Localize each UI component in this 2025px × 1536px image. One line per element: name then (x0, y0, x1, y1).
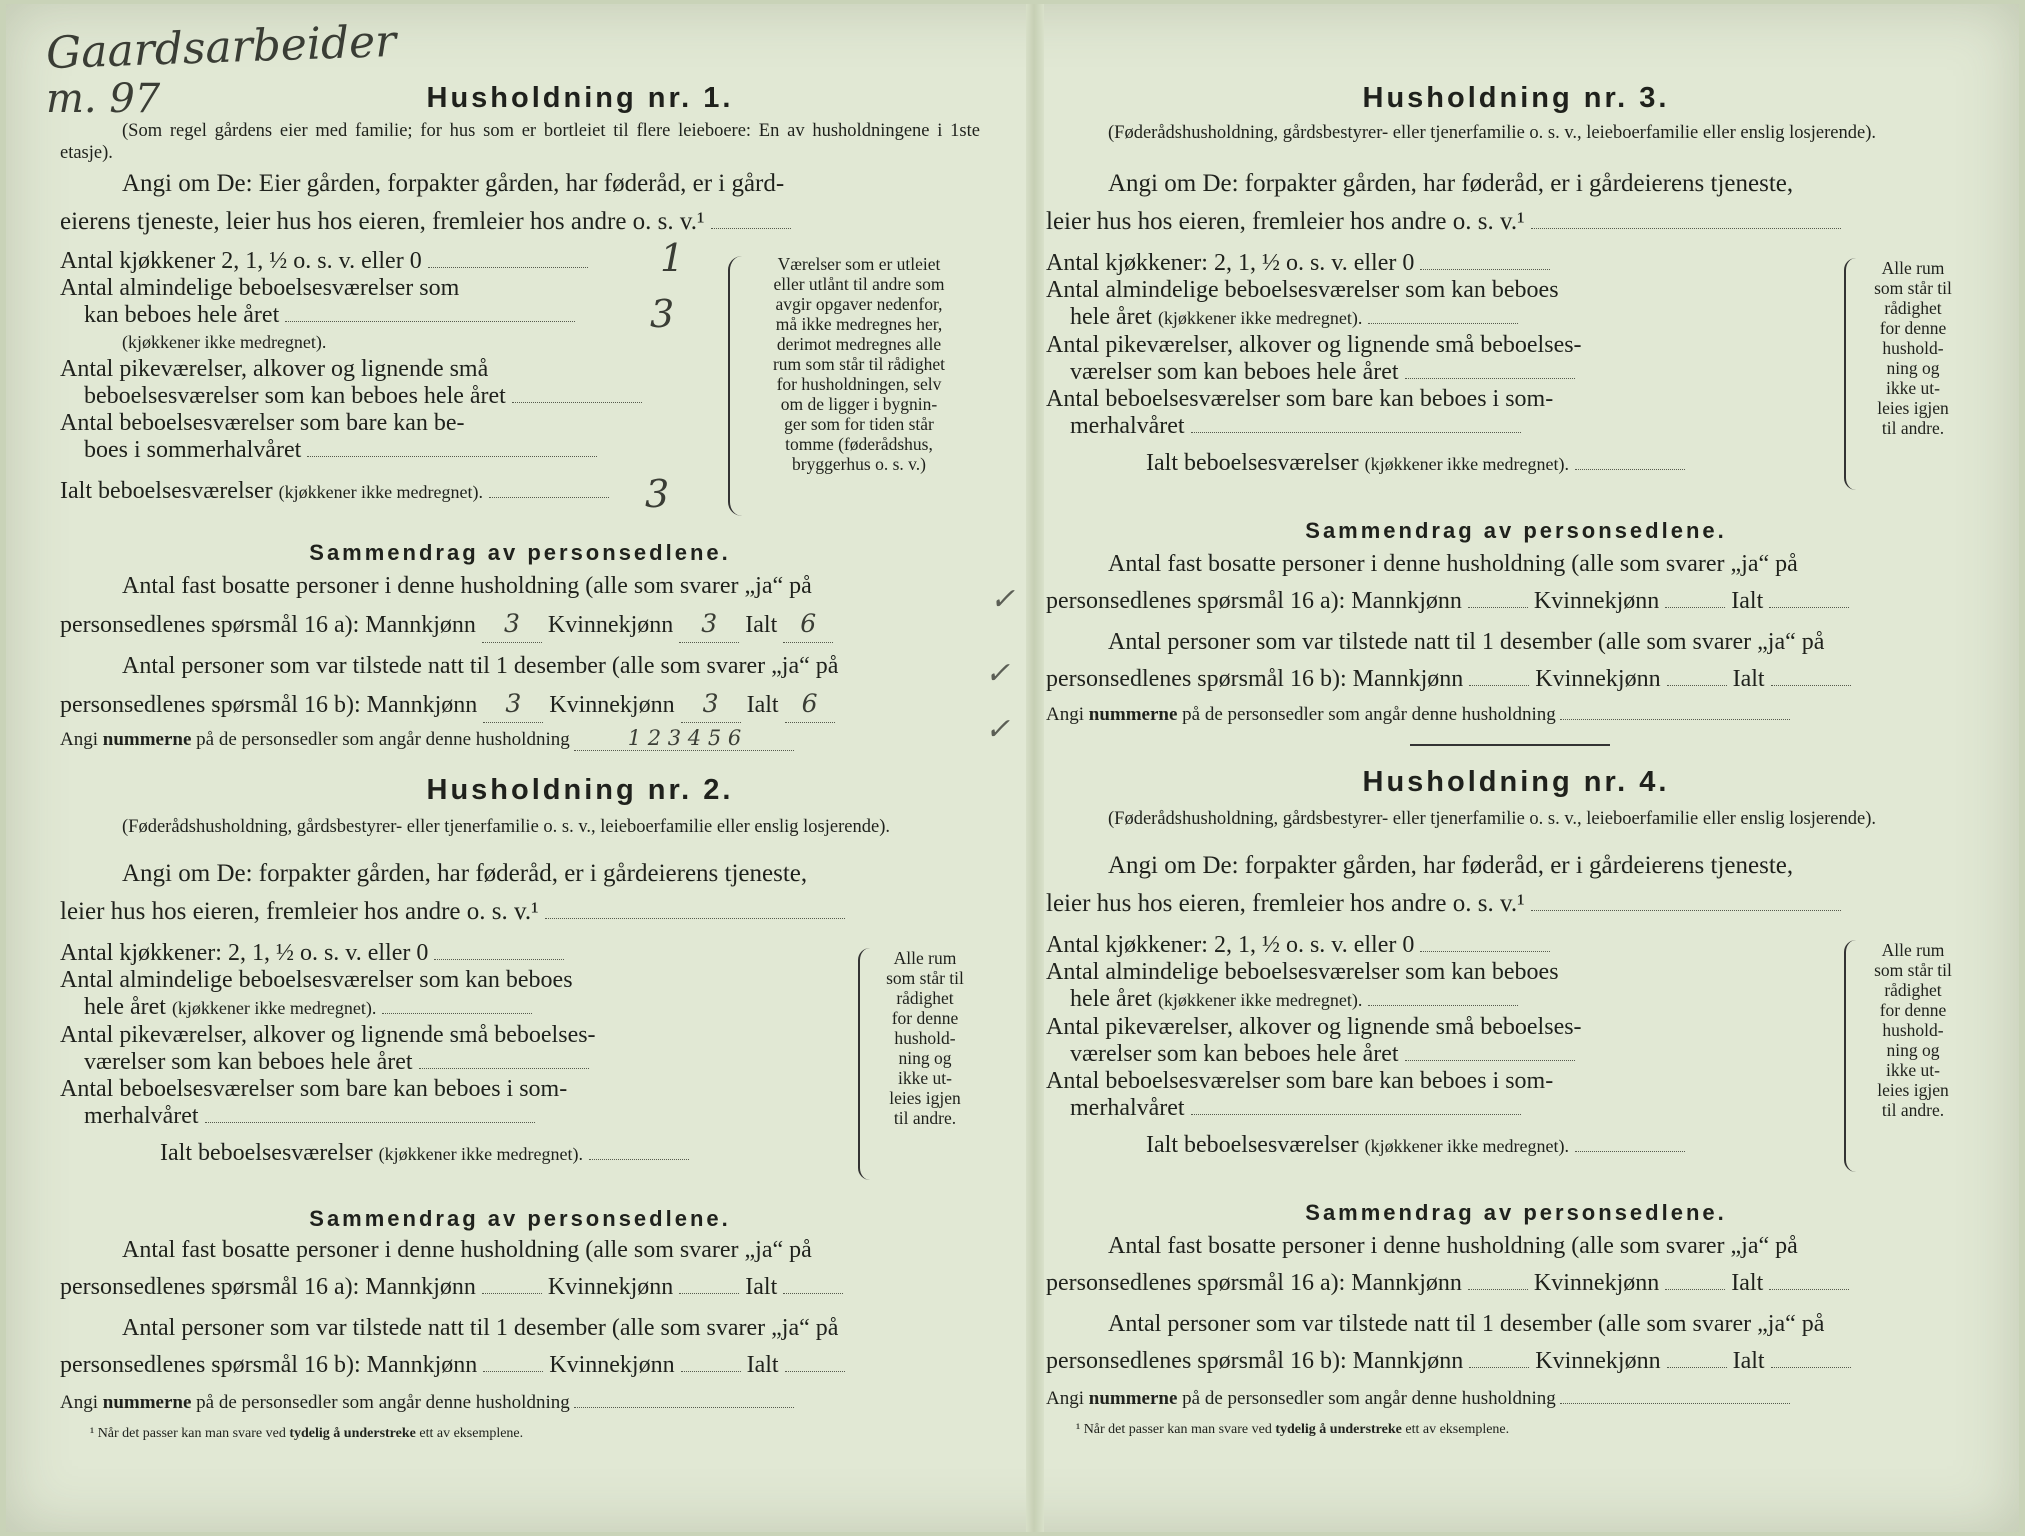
h4-side-note: Alle rum som står til rådighet for denne hushold- ning og ikke ut- leies igjen til andre. (1874, 940, 1952, 1120)
household-3 (1046, 4, 1986, 764)
summary-title: Sammendrag av personsedlene. (1305, 518, 1727, 543)
right-page (1046, 4, 1986, 1532)
household-2 (60, 694, 980, 1454)
h1-kitchens-value: 1 (660, 236, 685, 280)
household-4 (1046, 694, 1986, 1454)
kitchens-row: Antal kjøkkener 2, 1, ½ o. s. v. eller 0 (60, 248, 642, 275)
household-intro: (Føderådshusholdning, gårdsbestyrer- eller tjenerfamilie o. s. v., leieboerfamilie eller enslig losjerende). (1108, 809, 1876, 829)
summary-title: Sammendrag av personsedlene. (309, 1206, 731, 1231)
h2-numbers-line: Angi nummerne på de personsedler som angår denne husholdning (60, 1392, 794, 1414)
left-page (60, 4, 1016, 1532)
h3-numbers-line: Angi nummerne på de personsedler som angår denne husholdning (1046, 704, 1790, 726)
summary-title: Sammendrag av personsedlene. (309, 540, 731, 565)
h2-room-rows: Antal kjøkkener: 2, 1, ½ o. s. v. eller 0 Antal almindelige beboelsesværelser som kan beboes hele året (kjøkkener ikke medregnet). Antal pikeværelser, alkover og lignende små beboelses- værelser som kan beboes hele året Antal beboelsesværelser som bare kan beboes i som- merhalvåret Ialt beboelsesværelser (kjøkkener ikke medregnet). (60, 940, 689, 1168)
h1-numbers-line: Angi nummerne på de personsedler som angår denne husholdning 1 2 3 4 5 6 (60, 726, 794, 751)
check-mark: ✓ (990, 582, 1016, 617)
footnote: ¹ Når det passer kan man svare ved tydelig å understreke ett av eksemplene. (1076, 1422, 1510, 1437)
h2-brace (858, 948, 870, 1180)
h1-brace (728, 256, 742, 516)
h4-brace (1844, 940, 1856, 1172)
household-1 (60, 4, 1016, 764)
angi-line-1: Angi om De: forpakter gården, har føderåd, er i gårdeierens tjeneste, (1108, 170, 1794, 197)
angi-line-2: leier hus hos eieren, fremleier hos andre o. s. v.¹ (1046, 208, 1841, 236)
h2-summary: Antal fast bosatte personer i denne husholdning (alle som svarer „ja“ på personsedlenes spørsmål 16 a): Mannkjønn Kvinnekjønn Ialt Antal personer som var tilstede natt til 1 desember (alle som svarer „ja“ på personsedlenes spørsmål 16 b): Mannkjønn Kvinnekjønn Ialt (60, 1232, 980, 1384)
h4-numbers-line: Angi nummerne på de personsedler som angår denne husholdning (1046, 1388, 1790, 1410)
angi-line-2: leier hus hos eieren, fremleier hos andre o. s. v.¹ (60, 898, 845, 926)
h1-side-note: Værelser som er utleiet eller utlånt til andre som avgir opgaver nedenfor, må ikke medregnes her, derimot medregnes alle rum som står til rådighet for husholdningen, selv om de ligger i bygnin- ger som for tiden står tomme (føderådshus, bryggerhus o. s. v.) (772, 254, 946, 474)
page-fold (1026, 4, 1044, 1532)
angi-line-2: eierens tjeneste, leier hus hos eieren, fremleier hos andre o. s. v.¹ (60, 208, 791, 236)
census-form-sheet (6, 4, 2019, 1532)
h3-summary: Antal fast bosatte personer i denne husholdning (alle som svarer „ja“ på personsedlenes spørsmål 16 a): Mannkjønn Kvinnekjønn Ialt Antal personer som var tilstede natt til 1 desember (alle som svarer „ja“ på personsedlenes spørsmål 16 b): Mannkjønn Kvinnekjønn Ialt (1046, 546, 1986, 698)
angi-line-1: Angi om De: Eier gården, forpakter gården, har føderåd, er i gård- (122, 170, 785, 197)
household-title: Husholdning nr. 4. (1362, 766, 1670, 798)
h3-side-note: Alle rum som står til rådighet for denne hushold- ning og ikke ut- leies igjen til andre. (1874, 258, 1952, 438)
household-title: Husholdning nr. 2. (426, 774, 734, 806)
h3-room-rows: Antal kjøkkener: 2, 1, ½ o. s. v. eller 0 Antal almindelige beboelsesværelser som kan beboes hele året (kjøkkener ikke medregnet). Antal pikeværelser, alkover og lignende små beboelses- værelser som kan beboes hele året Antal beboelsesværelser som bare kan beboes i som- merhalvåret Ialt beboelsesværelser (kjøkkener ikke medregnet). (1046, 250, 1685, 478)
summary-title: Sammendrag av personsedlene. (1305, 1200, 1727, 1225)
household-title: Husholdning nr. 1. (426, 82, 734, 114)
h1-room-rows: Antal kjøkkener 2, 1, ½ o. s. v. eller 0 Antal almindelige beboelsesværelser som kan beboes hele året (kjøkkener ikke medregnet). Antal pikeværelser, alkover og lignende små beboelsesværelser som kan beboes hele året Antal beboelsesværelser som bare kan be- boes i sommerhalvåret Ialt beboelsesværelser (kjøkkener ikke medregnet). (60, 248, 642, 506)
household-intro: (Føderådshusholdning, gårdsbestyrer- eller tjenerfamilie o. s. v., leieboerfamilie eller enslig losjerende). (122, 817, 890, 837)
handwritten-margin-number: m. 97 (46, 76, 161, 122)
h1-summary: Antal fast bosatte personer i denne husholdning (alle som svarer „ja“ på personsedlenes spørsmål 16 a): Mannkjønn 3 Kvinnekjønn 3 Ialt 6 Antal personer som var tilstede natt til 1 desember (alle som svarer „ja“ på personsedlenes spørsmål 16 b): Mannkjønn 3 Kvinnekjønn 3 Ialt 6 (60, 568, 980, 724)
h3-brace (1844, 258, 1856, 490)
household-intro: (Som regel gårdens eier med familie; for hus som er bortleiet til flere leieboere: En av husholdningene i 1ste etasje). (60, 121, 980, 163)
household-intro: (Føderådshusholdning, gårdsbestyrer- eller tjenerfamilie o. s. v., leieboerfamilie eller enslig losjerende). (1108, 123, 1876, 143)
check-mark: ✓ (985, 656, 1011, 691)
h4-summary: Antal fast bosatte personer i denne husholdning (alle som svarer „ja“ på personsedlenes spørsmål 16 a): Mannkjønn Kvinnekjønn Ialt Antal personer som var tilstede natt til 1 desember (alle som svarer „ja“ på personsedlenes spørsmål 16 b): Mannkjønn Kvinnekjønn Ialt (1046, 1228, 1986, 1380)
h1-total-rooms-value: 3 (645, 472, 670, 516)
h4-room-rows: Antal kjøkkener: 2, 1, ½ o. s. v. eller 0 Antal almindelige beboelsesværelser som kan beboes hele året (kjøkkener ikke medregnet). Antal pikeværelser, alkover og lignende små beboelses- værelser som kan beboes hele året Antal beboelsesværelser som bare kan beboes i som- merhalvåret Ialt beboelsesværelser (kjøkkener ikke medregnet). (1046, 932, 1685, 1160)
h1-rooms-value: 3 (650, 292, 675, 336)
handwritten-header: Gaardsarbeider (45, 15, 397, 80)
check-mark: ✓ (985, 712, 1011, 747)
household-title: Husholdning nr. 3. (1362, 82, 1670, 114)
angi-line-1: Angi om De: forpakter gården, har føderåd, er i gårdeierens tjeneste, (122, 860, 808, 887)
footnote: ¹ Når det passer kan man svare ved tydelig å understreke ett av eksemplene. (90, 1426, 524, 1441)
h2-side-note: Alle rum som står til rådighet for denne hushold- ning og ikke ut- leies igjen til andre. (886, 948, 964, 1128)
angi-line-1: Angi om De: forpakter gården, har føderåd, er i gårdeierens tjeneste, (1108, 852, 1794, 879)
angi-line-2: leier hus hos eieren, fremleier hos andre o. s. v.¹ (1046, 890, 1841, 918)
